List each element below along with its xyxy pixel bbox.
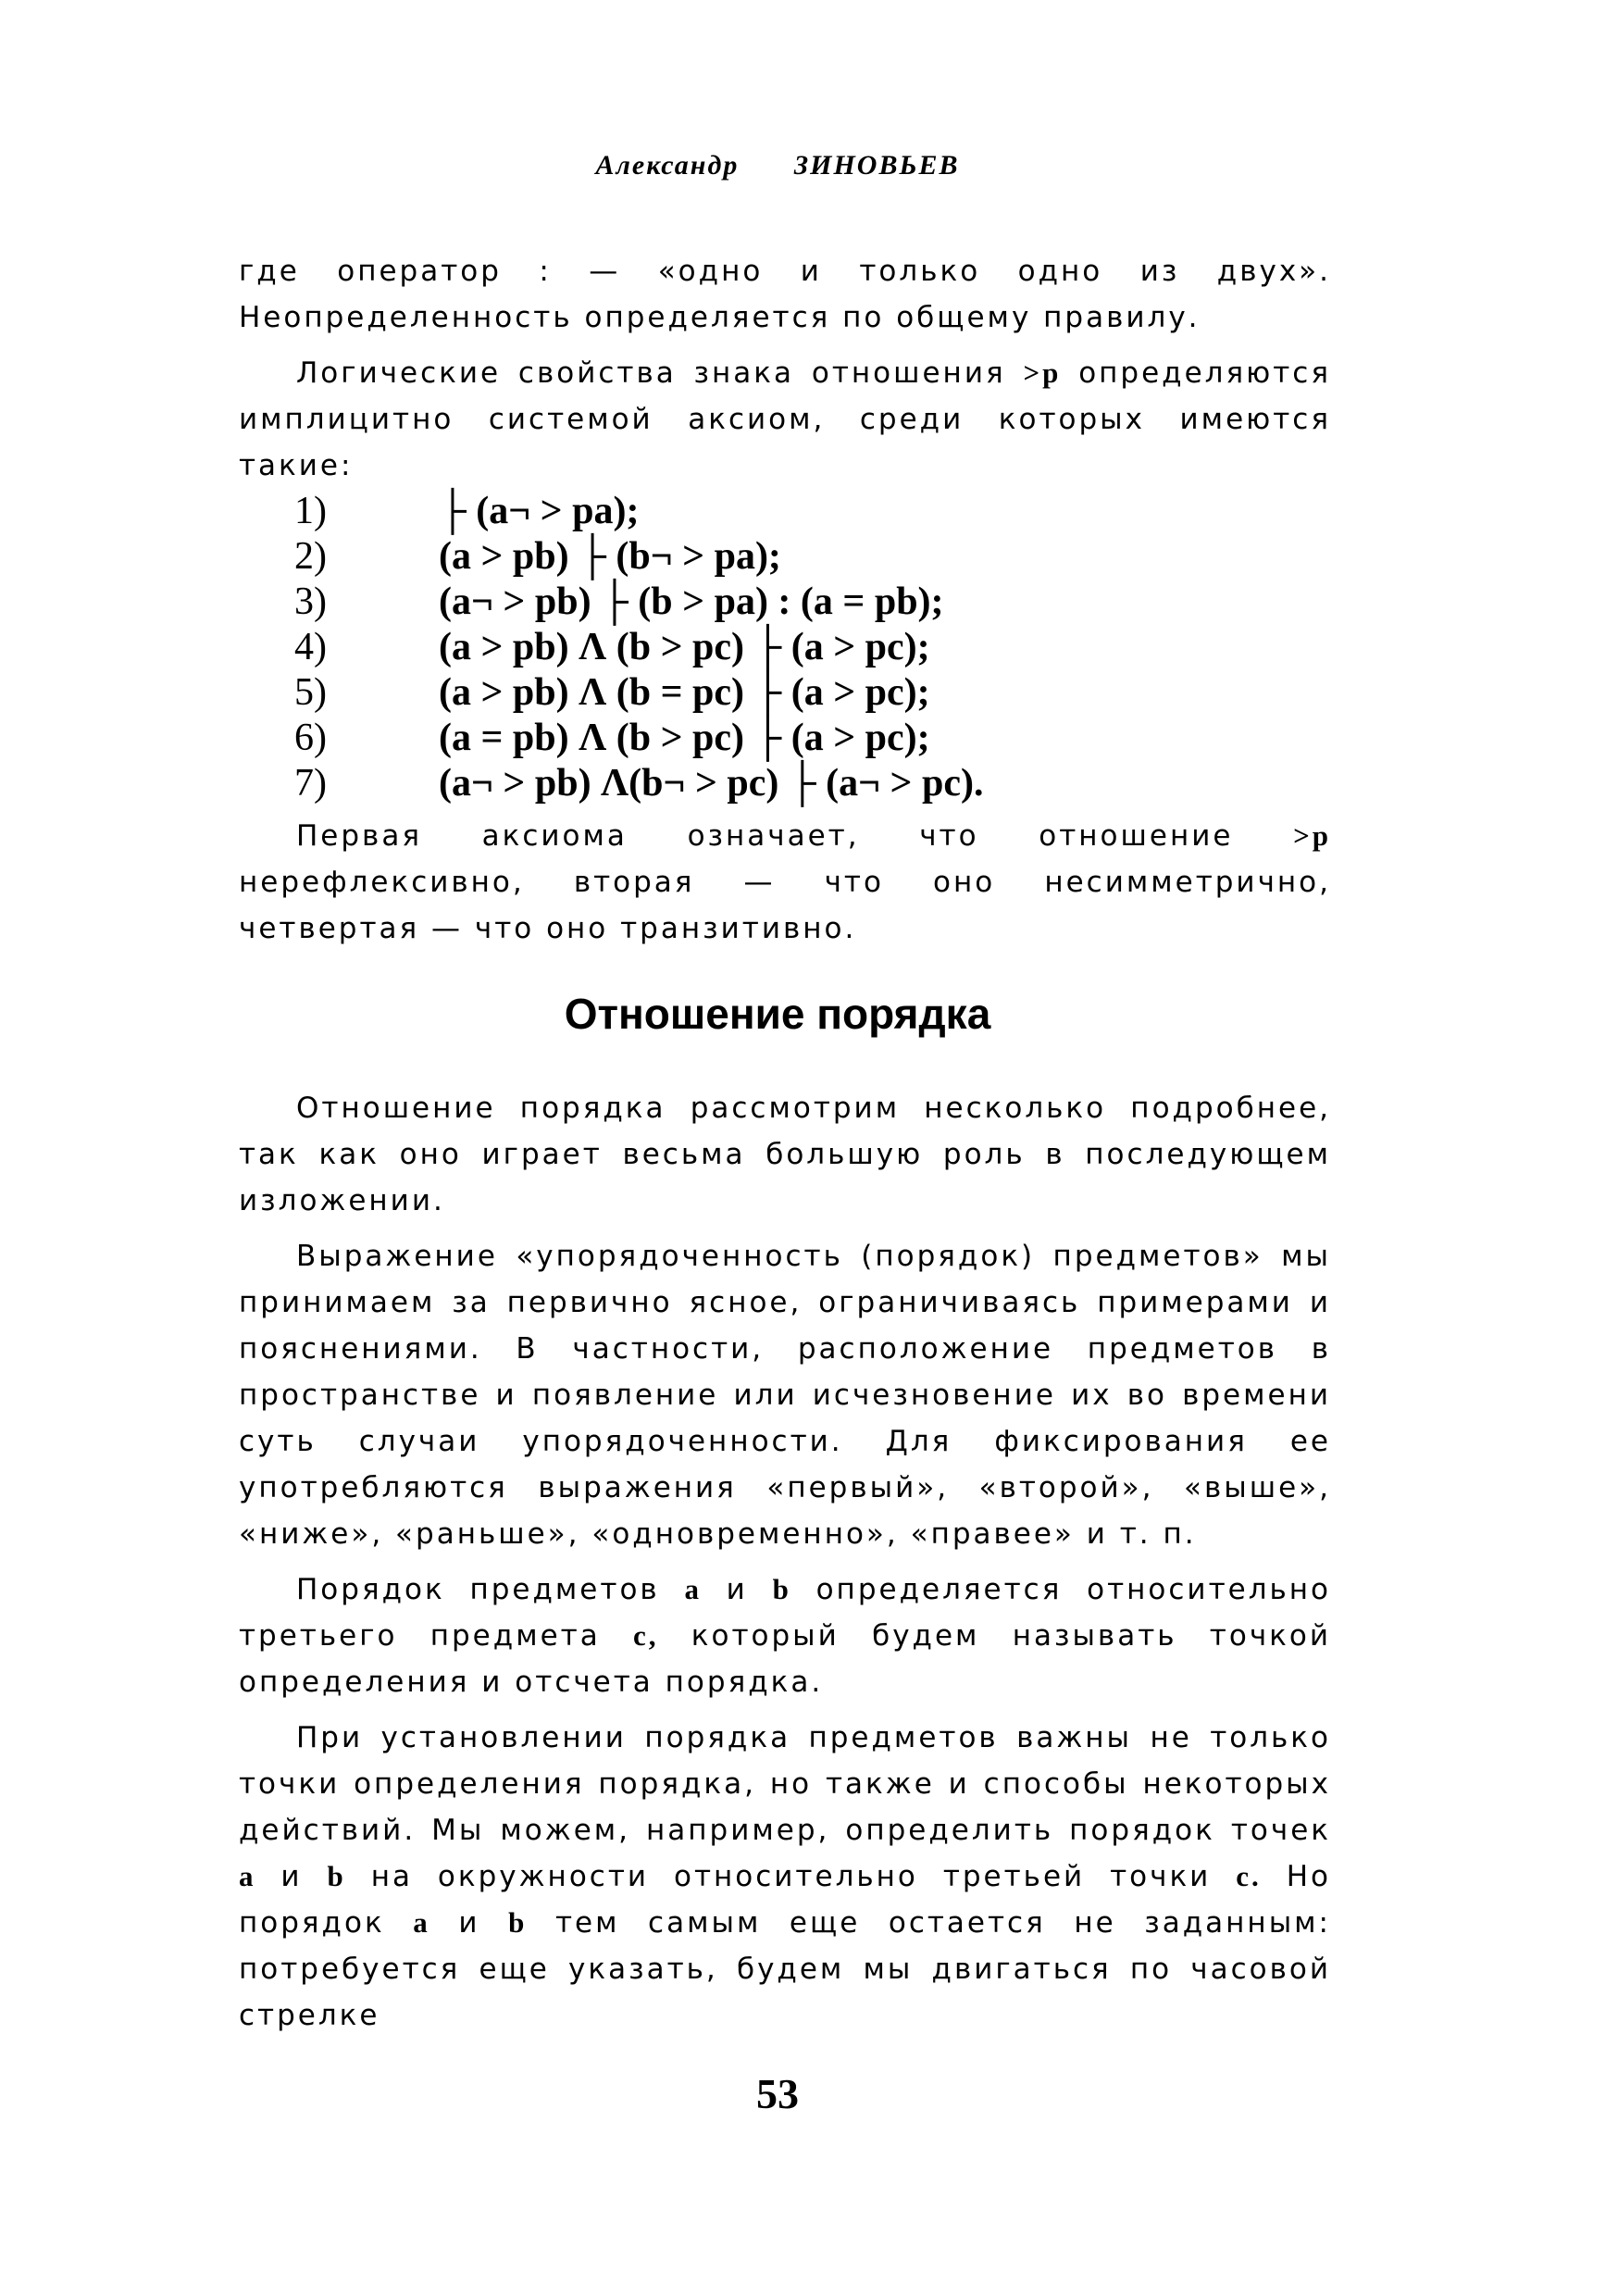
section-title: Отношение порядка — [564, 990, 991, 1038]
text-block-bottom — [239, 1085, 1331, 2039]
p3-before: Первая аксиома означает, что отношение — [296, 819, 1294, 853]
p6-var-b: b — [772, 1573, 791, 1605]
p7-text: тем самым еще остается не заданным: потребуется еще указать, будем мы двигаться по часовой стрелке — [239, 1906, 1331, 2032]
axiom-formula: (a = pb) Λ (b > pc) ├ (a > pc); — [439, 717, 930, 759]
axiom-formula: (a¬ > pb) ├ (b > pa) : (a = pb); — [439, 580, 944, 623]
running-header — [0, 150, 1555, 181]
p7-text: на окружности относительно третьей точки — [345, 1860, 1237, 1893]
text-block-middle — [239, 813, 1331, 952]
p7-text: При установлении порядка предметов важны не только точки определения порядка, но также и способы некоторых действий. Мы можем, например, определить порядок точек — [239, 1721, 1331, 1847]
p7-var-b: b — [327, 1860, 346, 1892]
p2-after: определяются имплицитно системой аксиом, среди которых имеются такие: — [239, 356, 1331, 482]
axiom-number: 5) — [294, 671, 327, 714]
axiom-formula: (a > pb) Λ (b = pc) ├ (a > pc); — [439, 671, 930, 714]
p2-before: Логические свойства знака отношения — [296, 356, 1024, 390]
p6-text: и — [701, 1573, 773, 1606]
paragraph-6 — [239, 1566, 1331, 1705]
p7-var-b: b — [508, 1906, 528, 1939]
p6-text: Порядок предметов — [296, 1573, 685, 1606]
p7-var-c: c. — [1236, 1860, 1262, 1892]
header-author-last: ЗИНОВЬЕВ — [793, 150, 960, 181]
axiom-formula: (a > pb) ├ (b¬ > pa); — [439, 535, 781, 578]
axiom-number: 6) — [294, 717, 327, 759]
p6-var-c: c, — [632, 1619, 659, 1652]
p7-var-a: a — [413, 1906, 430, 1939]
axiom-number: 1) — [294, 490, 327, 532]
p6-var-a: a — [684, 1573, 702, 1605]
p7-text: и — [429, 1906, 509, 1940]
p3-symbol: >p — [1293, 819, 1331, 852]
axiom-formula: ├ (a¬ > pa); — [439, 490, 640, 532]
header-author-first: Александр — [595, 150, 740, 181]
p2-symbol: >p — [1023, 356, 1062, 389]
text-block-top — [239, 248, 1331, 489]
axiom-formula: (a¬ > pb) Λ(b¬ > pc) ├ (a¬ > pc). — [439, 762, 984, 805]
paragraph-3 — [239, 813, 1331, 952]
paragraph-1: где оператор : — «одно и только одно из двух». Неопределенность определяется по общему правилу. — [239, 255, 1331, 334]
axiom-number: 4) — [294, 626, 327, 668]
paragraph-7 — [239, 1715, 1331, 2039]
paragraph-2 — [239, 350, 1331, 489]
p3-after: нерефлексивно, вторая — что оно несимметрично, четвертая — что оно транзитивно. — [239, 866, 1331, 945]
p7-text: Но порядок — [239, 1860, 1331, 1940]
axiom-number: 3) — [294, 580, 327, 623]
p7-text: и — [255, 1860, 328, 1893]
p6-text: определяется относительно третьего предмета — [239, 1573, 1332, 1653]
paragraph-5: Выражение «упорядоченность (порядок) предметов» мы принимаем за первично ясное, ограничиваясь примерами и пояснениями. В частности, расположение предметов в пространстве и появление или исчезновение их во времени суть случаи упорядоченности. Для фиксирования ее употребляются выражения «первый», «второй», «выше», «ниже», «раньше», «одновременно», «правее» и т. п. — [239, 1240, 1331, 1551]
axiom-formula: (a > pb) Λ (b > pc) ├ (a > pc); — [439, 626, 930, 668]
paragraph-4: Отношение порядка рассмотрим несколько подробнее, так как оно играет весьма большую роль в последующем изложении. — [239, 1092, 1331, 1217]
p7-var-a: a — [239, 1860, 256, 1892]
axiom-number: 7) — [294, 762, 327, 805]
axiom-number: 2) — [294, 535, 327, 578]
page-number: 53 — [756, 2070, 799, 2117]
p6-text: который будем называть точкой определения и отсчета порядка. — [239, 1619, 1331, 1699]
